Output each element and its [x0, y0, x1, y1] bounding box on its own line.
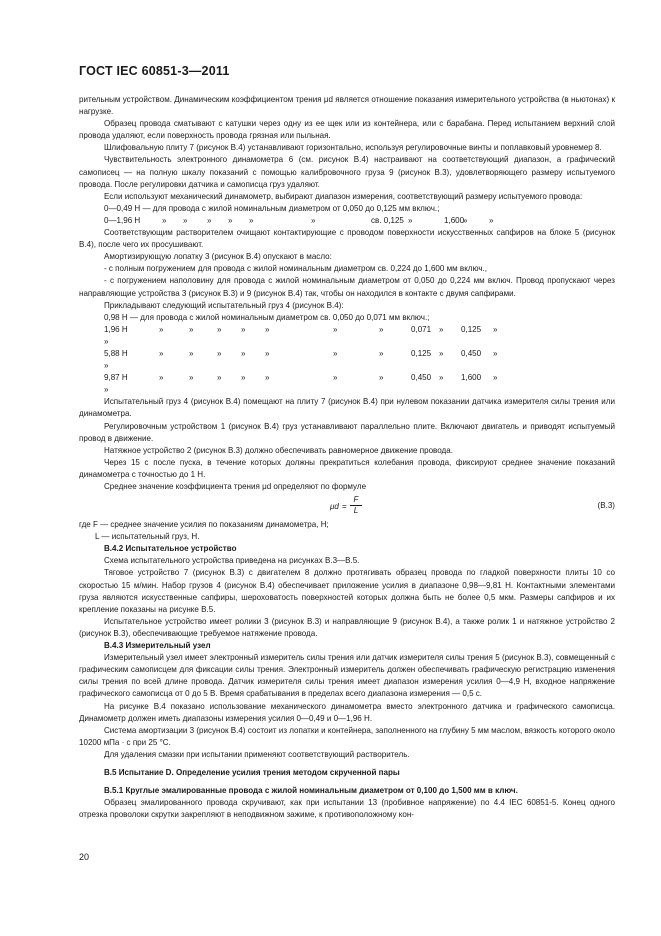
weight-cell: »	[189, 324, 194, 334]
paragraph: Схема испытательного устройства приведена на рисунках В.3—В.5.	[104, 556, 360, 566]
formula-fraction	[350, 495, 362, 516]
weight-cell: 5,88 Н	[104, 348, 128, 358]
formula-b3	[79, 493, 615, 519]
weight-cell: 0,071	[411, 324, 432, 334]
paragraph: где F — среднее значение усилия по показаниям динамометра, Н;	[79, 520, 329, 530]
weight-cell: »	[189, 348, 194, 358]
text-block-2	[79, 227, 615, 324]
weight-cell: »	[439, 324, 444, 334]
formula-equals: =	[342, 502, 347, 512]
weight-cell: »	[493, 324, 498, 334]
range-cell: »	[408, 215, 413, 225]
paragraph: Натяжное устройство 2 (рисунок В.3) должно обеспечивать равномерное движение провода.	[104, 445, 453, 455]
range-cell: »	[311, 215, 316, 225]
weight-row	[79, 324, 615, 348]
paragraph: Амортизирующую лопатку 3 (рисунок В.4) опускают в масло:	[104, 252, 332, 262]
weight-cell: »	[217, 324, 222, 334]
paragraph: Соответствующим растворителем очищают контактирующие с проводом поверхности искусственных сапфиров на блоке 5 (рисунок В.4), после чего их просушивают.	[79, 228, 615, 250]
range-cell: »	[207, 215, 212, 225]
paragraph: Если используют механический динамометр, выбирают диапазон измерения, соответствующий размеру испытуемого провода:	[104, 191, 583, 201]
final-paragraph: Образец эмалированного провода скручивают, как при испытании 13 (пробивное напряжение) по 4.4 IEC 60851-5. Конец одного отрезка проволоки скрутки закрепляют в неподвижном зажиме, к противоположному кон-	[79, 798, 615, 820]
formula-number: (В.3)	[597, 501, 615, 511]
weight-cell: »	[439, 348, 444, 358]
paragraph: Шлифовальную плиту 7 (рисунок В.4) устанавливают горизонтально, используя регулировочные винты и поплавковый уровнемер 8.	[104, 143, 602, 153]
paragraph: Для удаления смазки при испытании применяют соответствующий растворитель.	[104, 749, 410, 759]
weight-cell: »	[159, 348, 164, 358]
paragraph: Образец провода сматывают с катушки через одну из ее щек или из контейнера, или с барабана. Перед испытанием верхний слой провода удаляют, если поверхность провода грязная или пыльная.	[79, 119, 615, 141]
page-body	[79, 94, 615, 821]
paragraph: Среднее значение коэффициента трения μd определяют по формуле	[104, 482, 367, 491]
paragraph: 0,98 Н — для провода с жилой номинальным диаметром св. 0,050 до 0,071 мм включ.;	[104, 312, 430, 322]
weight-cell: »	[265, 324, 270, 334]
range-cell: »	[249, 215, 254, 225]
paragraph: Чувствительность электронного динамометра 6 (см. рисунок В.4) настраивают на соответствующий диапазон, а графический самописец — на полную шкалу показаний с помощью калибровочного груза 9 (рисунок В.3), удовлетворяющего размеру испытуемого провода. После регулировки датчика и самописца груз удаляют.	[79, 155, 615, 189]
weight-cell: »	[333, 373, 338, 383]
weight-cell: »	[104, 361, 109, 371]
document-header: ГОСТ IEC 60851-3—2011	[79, 64, 230, 78]
paragraph: - с полным погружением для провода с жилой номинальным диаметром св. 0,224 до 1,600 мм включ.,	[104, 264, 488, 274]
weight-cell: 0,125	[461, 324, 482, 334]
weight-cell: »	[241, 348, 246, 358]
weight-cell: »	[217, 348, 222, 358]
weight-cell: »	[379, 324, 384, 334]
weight-cell: »	[241, 324, 246, 334]
range-cell: »	[183, 215, 188, 225]
paragraph: 0—0,49 Н — для провода с жилой номинальным диаметром от 0,050 до 0,125 мм включ.;	[104, 203, 440, 213]
text-block-3	[79, 396, 615, 493]
paragraph: - с погружением наполовину для провода с жилой номинальным диаметром от 0,050 до 0,224 мм включ. Провод пропускают через направляющие устройства 3 (рисунок В.3) и 9 (рисунок В.4) так, чтобы он находился в контакте с двумя сапфирами.	[79, 276, 615, 298]
weight-cell: 9,87 Н	[104, 373, 128, 383]
paragraph: На рисунке В.4 показано использование механического динамометра вместо электронного датчика и графического самописца. Динамометр должен иметь диапазоны измерения усилия 0—0,49 и 0—1,96 Н.	[79, 701, 615, 723]
weight-cell: »	[104, 385, 109, 395]
weight-cell: »	[333, 324, 338, 334]
paragraph: В.4.2 Испытательное устройство	[104, 544, 237, 554]
range-cell: »	[162, 215, 167, 225]
weight-cell: »	[241, 373, 246, 383]
paragraph: рительным устройством. Динамическим коэффициентом трения μd является отношение показания измерительного устройства (в ньютонах) к нагрузке.	[79, 95, 615, 117]
text-block-1	[79, 94, 615, 215]
weight-cell: »	[493, 348, 498, 358]
weight-cell: »	[104, 336, 109, 346]
text-block-4	[79, 519, 615, 761]
paragraph: Система амортизации 3 (рисунок В.4) состоит из лопатки и контейнера, заполненного на глубину 5 мм маслом, вязкость которого около 10200 мПа · с при 25 °С.	[79, 725, 615, 747]
paragraph: Измерительный узел имеет электронный измеритель силы трения или датчик измерителя силы трения 5 (рисунок В.3), совмещенный с графическим самописцем для фиксации силы трения. Электронный измеритель должен обеспечивать графическую регистрацию изменения силы трения по всей длине провода. Датчик измерителя силы трения имеет диапазон измерения усилия 0—4,9 Н, входное напряжение графического самописца от 0 до 5 В. Время срабатывания в пределах всего диапазона измерения — 0,5 с.	[79, 653, 615, 699]
weight-cell: »	[217, 373, 222, 383]
formula-denominator: L	[353, 506, 359, 516]
weight-cell: »	[333, 348, 338, 358]
weight-cell: »	[379, 348, 384, 358]
range-cell: »	[228, 215, 233, 225]
page-number: 20	[79, 852, 90, 862]
formula-numerator: F	[350, 495, 362, 506]
paragraph: L — испытательный груз, Н.	[95, 532, 200, 542]
range-cell: »	[489, 215, 494, 225]
weight-cell: »	[265, 373, 270, 383]
weight-cell: 0,125	[411, 348, 432, 358]
weight-cell: 0,450	[461, 348, 482, 358]
paragraph: В.4.3 Измерительный узел	[104, 641, 211, 651]
section-b5-heading: В.5 Испытание D. Определение усилия трения методом скрученной пары	[104, 767, 400, 777]
weight-cell: »	[159, 373, 164, 383]
weight-cell: »	[493, 373, 498, 383]
weight-cell: 1,96 Н	[104, 324, 128, 334]
paragraph: Регулировочным устройством 1 (рисунок В.4) груз устанавливают параллельно плите. Включают двигатель и приводят испытуемый провод в движение.	[79, 421, 615, 443]
weight-cell: »	[265, 348, 270, 358]
range-cell: 1,600	[444, 215, 465, 225]
paragraph: Испытательный груз 4 (рисунок В.4) помещают на плиту 7 (рисунок В.4) при нулевом показании датчика измерителя силы трения или динамометра.	[79, 397, 615, 419]
paragraph: Прикладывают следующий испытательный груз 4 (рисунок В.4):	[104, 300, 344, 310]
weight-cell: »	[189, 373, 194, 383]
weights-table	[79, 324, 615, 397]
paragraph: Испытательное устройство имеет ролики 3 (рисунок В.3) и направляющие 9 (рисунок В.4), а также ролик 1 и натяжное устройство 2 (рисунок В.3), обеспечивающие требуемое натяжение провода.	[79, 616, 615, 638]
weight-cell: 0,450	[411, 373, 432, 383]
weight-cell: 1,600	[461, 373, 482, 383]
weight-row	[79, 348, 615, 372]
weight-cell: »	[379, 373, 384, 383]
formula-lhs: μd	[330, 502, 339, 512]
range-cell: св. 0,125	[371, 215, 404, 225]
weight-cell: »	[159, 324, 164, 334]
section-b51-heading: В.5.1 Круглые эмалированные провода с жилой номинальным диаметром от 0,100 до 1,500 мм в ключ.	[104, 786, 518, 796]
paragraph: Через 15 с после пуска, в течение которых должны прекратиться колебания провода, фиксируют среднее значение показаний динамометра с точностью до 1 Н.	[79, 457, 615, 479]
range-row-1-96	[79, 215, 615, 227]
range-cell: 0—1,96 Н	[104, 215, 141, 225]
weight-row	[79, 372, 615, 396]
paragraph: Тяговое устройство 7 (рисунок В.3) с двигателем 8 должно протягивать образец провода по гладкой поверхности плиты 10 со скоростью 15 м/мин. Набор грузов 4 (рисунок В.4) обеспечивает приложение усилия в диапазоне 0,98—9,81 Н. Контактными элементами груза являются искусственные сапфиры, шероховатость поверхностей которых должна быть не более 0,5 мкм. Размеры сапфиров и их крепление показаны на рисунке В.5.	[79, 568, 615, 614]
weight-cell: »	[439, 373, 444, 383]
range-cell: »	[463, 215, 468, 225]
